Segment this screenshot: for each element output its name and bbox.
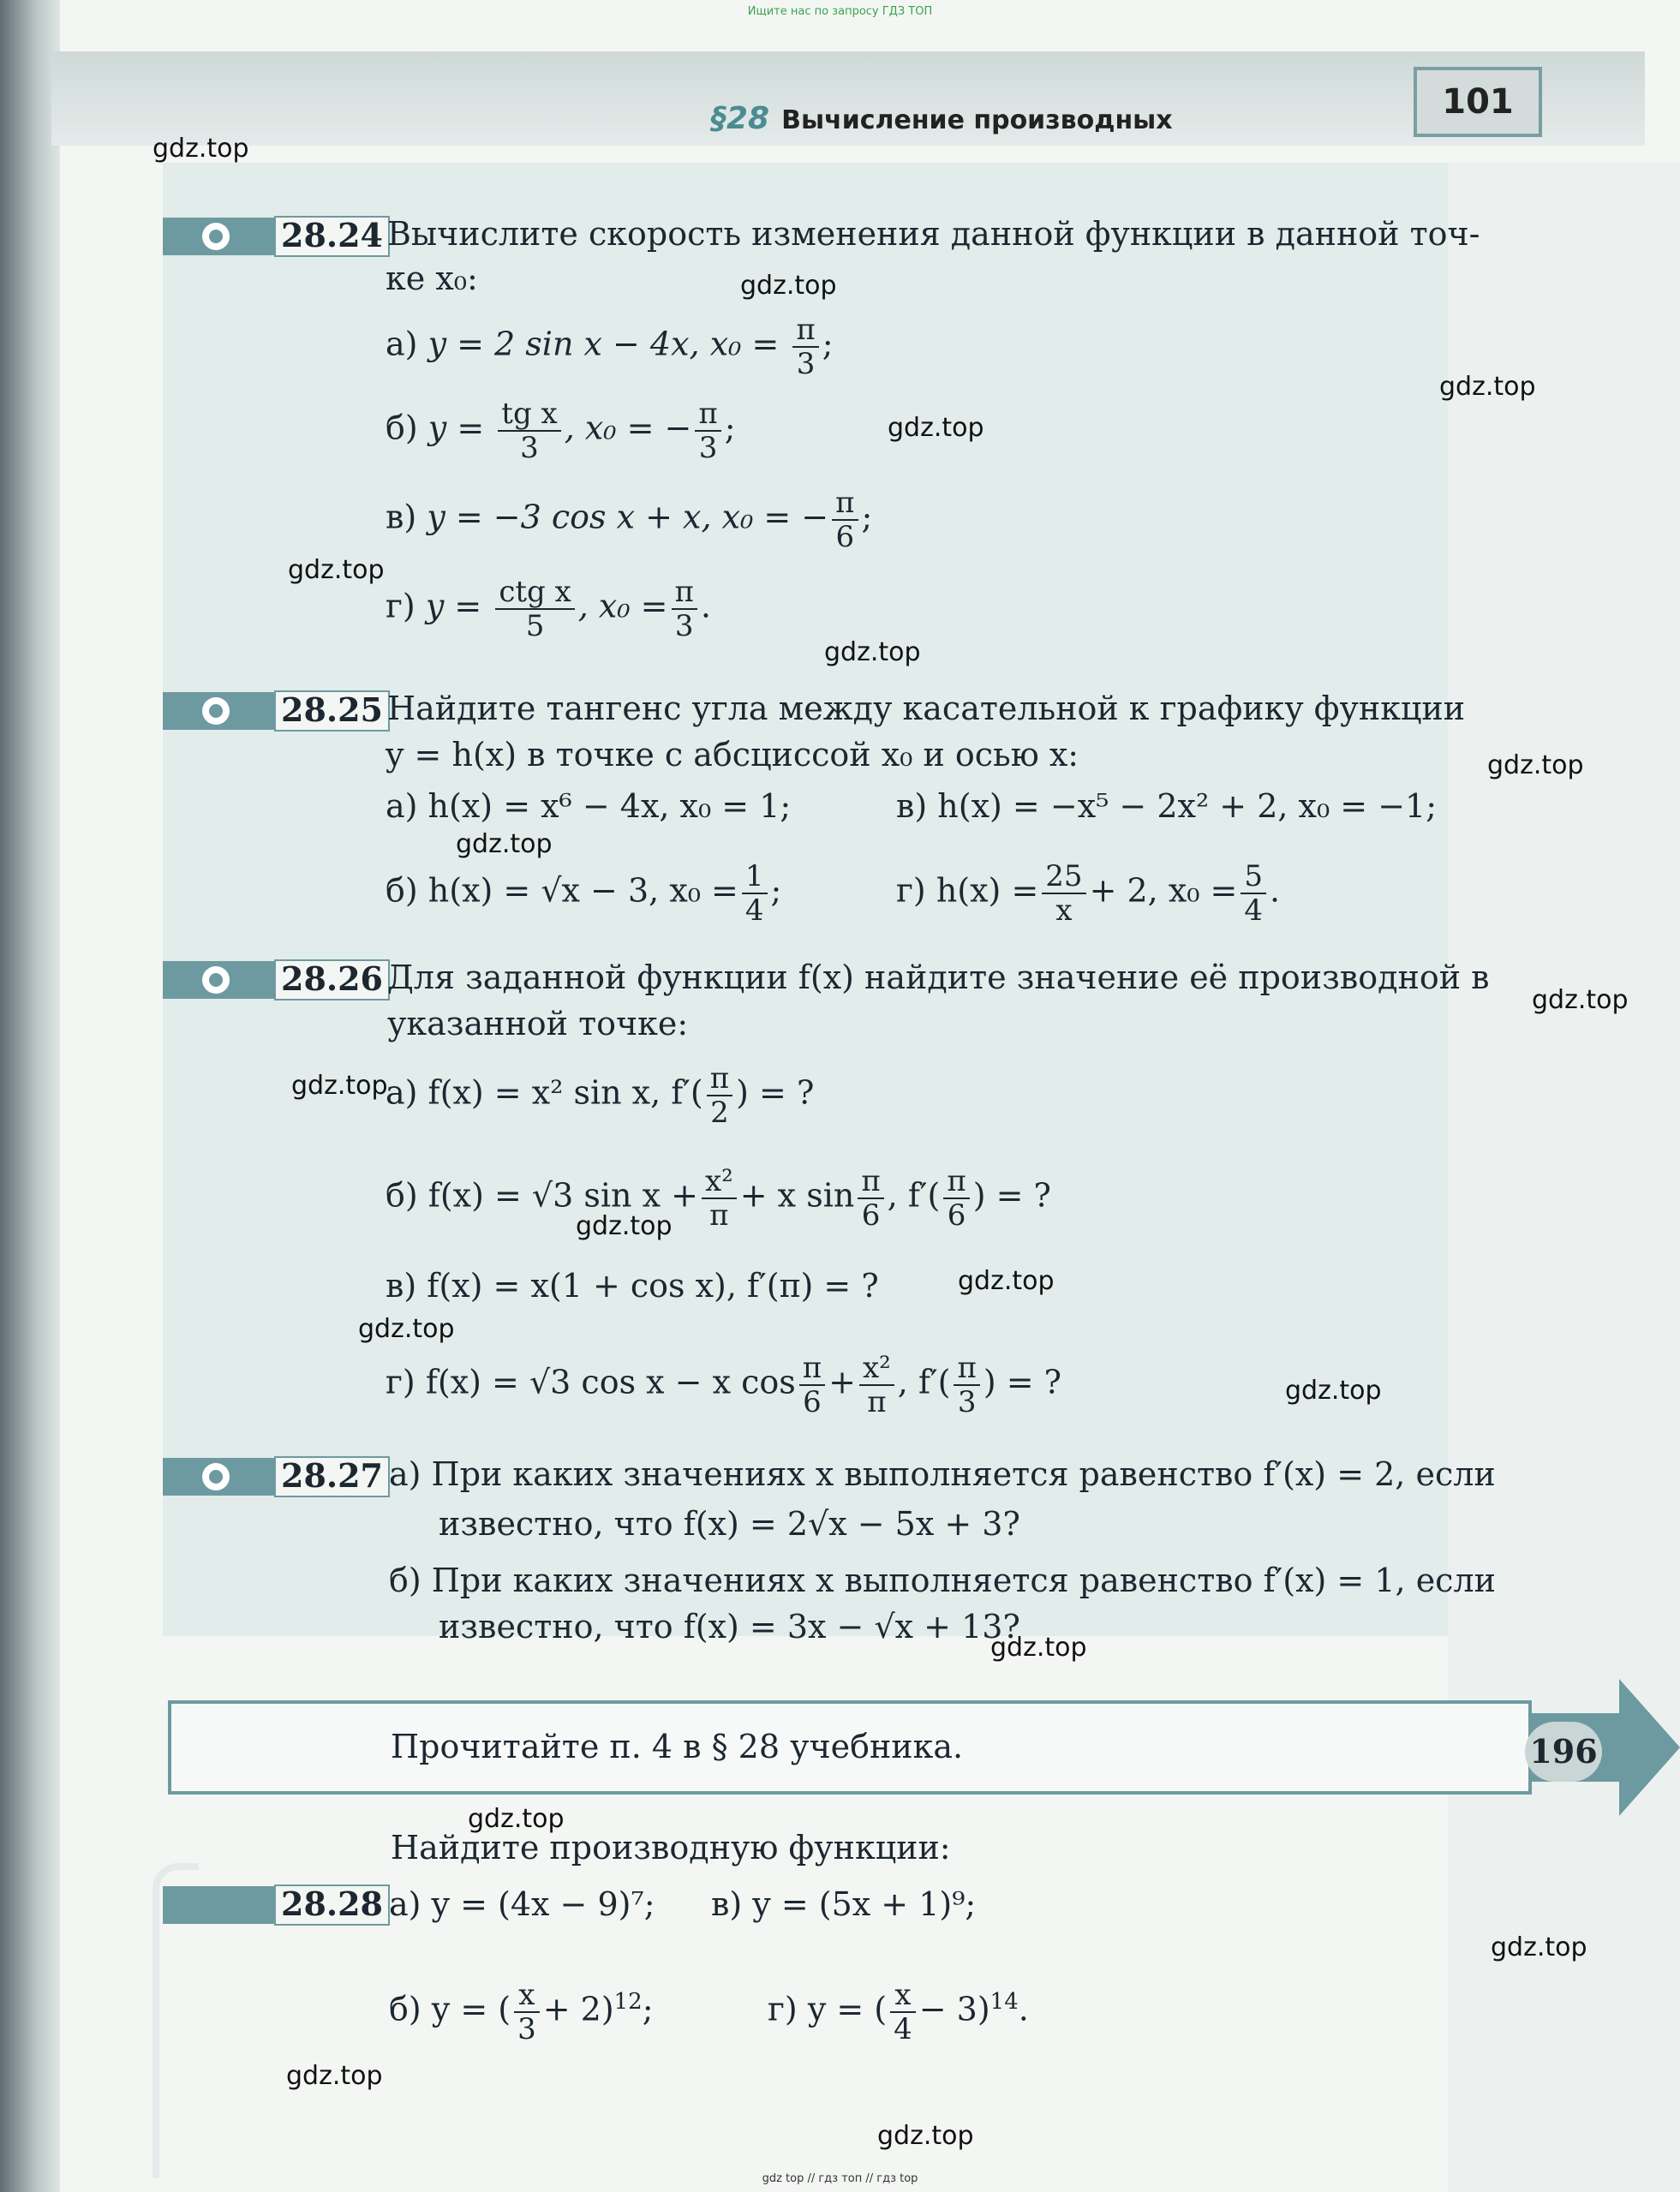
- item-b: б) h(x) = √x − 3, x₀ = $\frac{1}{4}$ ;: [386, 859, 782, 928]
- item-g: г) f(x) = √3 cos x − x cos $\frac{\pi}{6}$ + $\frac{\text{x²}}{\pi}$ , f′( $\frac{\pi}{3}$ ) = ?: [386, 1351, 1062, 1419]
- top-note: Ищите нас по запросу ГДЗ ТОП: [747, 5, 933, 18]
- reading-text: Прочитайте п. 4 в § 28 учебника.: [391, 1728, 964, 1765]
- fraction: $\frac{\pi}{6}$: [832, 487, 858, 553]
- fraction: $\frac{x}{4}$: [890, 1979, 916, 2046]
- item-g: г) y = ( $\frac{x}{4}$ − 3)$^{14}$.: [768, 1978, 1029, 2046]
- circle-icon: [202, 966, 230, 994]
- watermark: gdz.top: [1285, 1376, 1382, 1406]
- watermark: gdz.top: [888, 413, 984, 443]
- fraction: $\frac{\pi}{2}$: [707, 1062, 732, 1129]
- item-a: а) y = 2 sin x − 4x, x₀ = $\frac{\pi}{3}$ ;: [386, 313, 834, 381]
- item-v: в) y = (5x + 1)⁹;: [711, 1885, 977, 1923]
- circle-icon: [202, 697, 230, 725]
- item-v: в) y = −3 cos x + x, x₀ = − $\frac{\pi}{6}$ ;: [386, 486, 873, 554]
- watermark: gdz.top: [877, 2121, 974, 2151]
- item-a: а) h(x) = x⁶ − 4x, x₀ = 1;: [386, 787, 792, 825]
- item-g: г) h(x) = $\frac{25}{x}$ + 2, x₀ = $\frac{5}{4}$ .: [896, 859, 1281, 928]
- exercise-text: ке x₀:: [386, 260, 478, 297]
- page-margin-right: [1448, 163, 1680, 2192]
- exercise-text: y = h(x) в точке с абсциссой x₀ и осью x:: [386, 736, 1079, 773]
- watermark: gdz.top: [990, 1633, 1087, 1663]
- section-number: §28: [711, 101, 770, 136]
- item-v: в) h(x) = −x⁵ − 2x² + 2, x₀ = −1;: [896, 787, 1438, 825]
- watermark: gdz.top: [291, 1071, 388, 1101]
- watermark: gdz.top: [740, 271, 837, 301]
- fraction: $\frac{1}{4}$: [742, 860, 768, 927]
- exercise-text: Для заданной функции f(x) найдите значение её производной в: [387, 959, 1490, 996]
- item-b: б) y = ( $\frac{x}{3}$ + 2)$^{12}$;: [389, 1978, 654, 2046]
- exercise-badge: [163, 1884, 383, 1924]
- fraction: $\frac{25}{x}$: [1042, 860, 1085, 927]
- item-b: б) При каких значениях x выполняется равенство f′(x) = 1, если: [389, 1562, 1496, 1599]
- exercise-badge: [163, 959, 383, 999]
- item-b: б) f(x) = √3 sin x + $\frac{\text{x²}}{\pi}$ + x sin $\frac{\pi}{6}$ , f′( $\frac{\pi}{6}$ ) = ?: [386, 1164, 1051, 1233]
- fraction: $\frac{5}{4}$: [1241, 860, 1266, 927]
- watermark: gdz.top: [456, 829, 553, 859]
- watermark: gdz.top: [824, 637, 921, 667]
- exercise-text: Найдите тангенс угла между касательной к графику функции: [387, 690, 1466, 727]
- fraction: $\frac{\pi}{3}$: [792, 314, 818, 380]
- reference-number: 196: [1525, 1722, 1602, 1782]
- item-a-cont: известно, что f(x) = 2√x − 5x + 3?: [439, 1505, 1020, 1543]
- exercise-intro: Найдите производную функции:: [391, 1829, 951, 1866]
- bottom-note: gdz top // гдз топ // гдз top: [762, 2172, 918, 2185]
- item-b: б) y = $\frac{\text{tg x}}{3}$ , x₀ = − $\frac{\pi}{3}$ ;: [386, 397, 736, 465]
- watermark: gdz.top: [358, 1314, 455, 1344]
- exercise-text: Вычислите скорость изменения данной функции в данной точ-: [387, 215, 1480, 253]
- fraction: $\frac{x}{3}$: [514, 1979, 540, 2046]
- item-a: а) f(x) = x² sin x, f′( $\frac{\pi}{2}$ ) = ?: [386, 1061, 815, 1130]
- fraction: $\frac{\pi}{3}$: [672, 576, 697, 642]
- fraction: $\frac{\text{tg x}}{3}$: [498, 397, 560, 464]
- watermark: gdz.top: [286, 2061, 383, 2091]
- exercise-text: указанной точке:: [387, 1005, 689, 1042]
- fraction: $\frac{\pi}{3}$: [695, 397, 720, 464]
- page-number: 101: [1414, 67, 1542, 137]
- circle-icon: [202, 1463, 230, 1490]
- item-b-cont: известно, что f(x) = 3x − √x + 13?: [439, 1608, 1020, 1645]
- watermark: gdz.top: [1532, 985, 1629, 1015]
- exercise-number: 28.27: [274, 1456, 390, 1497]
- exercise-number: 28.25: [274, 690, 390, 732]
- watermark: gdz.top: [288, 555, 385, 585]
- watermark: gdz.top: [152, 134, 249, 164]
- fraction: $\frac{\pi}{6}$: [799, 1352, 825, 1419]
- watermark: gdz.top: [1487, 750, 1584, 780]
- item-v: в) f(x) = x(1 + cos x), f′(π) = ?: [386, 1267, 879, 1305]
- circle-icon: [202, 223, 230, 250]
- section-title: [711, 101, 1173, 136]
- fraction: $\frac{\text{x²}}{\pi}$: [702, 1165, 737, 1232]
- item-a: а) При каких значениях x выполняется равенство f′(x) = 2, если: [389, 1455, 1496, 1493]
- exercise-number: 28.26: [274, 959, 390, 1000]
- exercise-number: 28.28: [274, 1884, 390, 1926]
- exercise-number: 28.24: [274, 216, 390, 257]
- watermark: gdz.top: [468, 1804, 565, 1834]
- fraction: $\frac{\text{x²}}{\pi}$: [859, 1352, 894, 1419]
- section-name: Вычисление производных: [781, 105, 1173, 135]
- fraction: $\frac{\pi}{6}$: [943, 1165, 969, 1232]
- exercise-badge: [163, 1456, 383, 1496]
- exercise-badge: [163, 690, 383, 730]
- exercise-badge: [163, 216, 383, 255]
- item-g: г) y = ctg x 5 , x₀ = $\frac{\pi}{3}$ .: [386, 575, 711, 643]
- page-binding-shadow: [0, 0, 60, 2192]
- fraction: $\frac{\pi}{6}$: [858, 1165, 883, 1232]
- watermark: gdz.top: [576, 1211, 673, 1241]
- watermark: gdz.top: [1491, 1932, 1587, 1962]
- watermark: gdz.top: [1439, 372, 1536, 402]
- item-a: а) y = (4x − 9)⁷;: [389, 1885, 655, 1923]
- watermark: gdz.top: [958, 1266, 1055, 1296]
- fraction: $\frac{\pi}{3}$: [954, 1352, 979, 1419]
- fraction: ctg x 5: [495, 576, 574, 642]
